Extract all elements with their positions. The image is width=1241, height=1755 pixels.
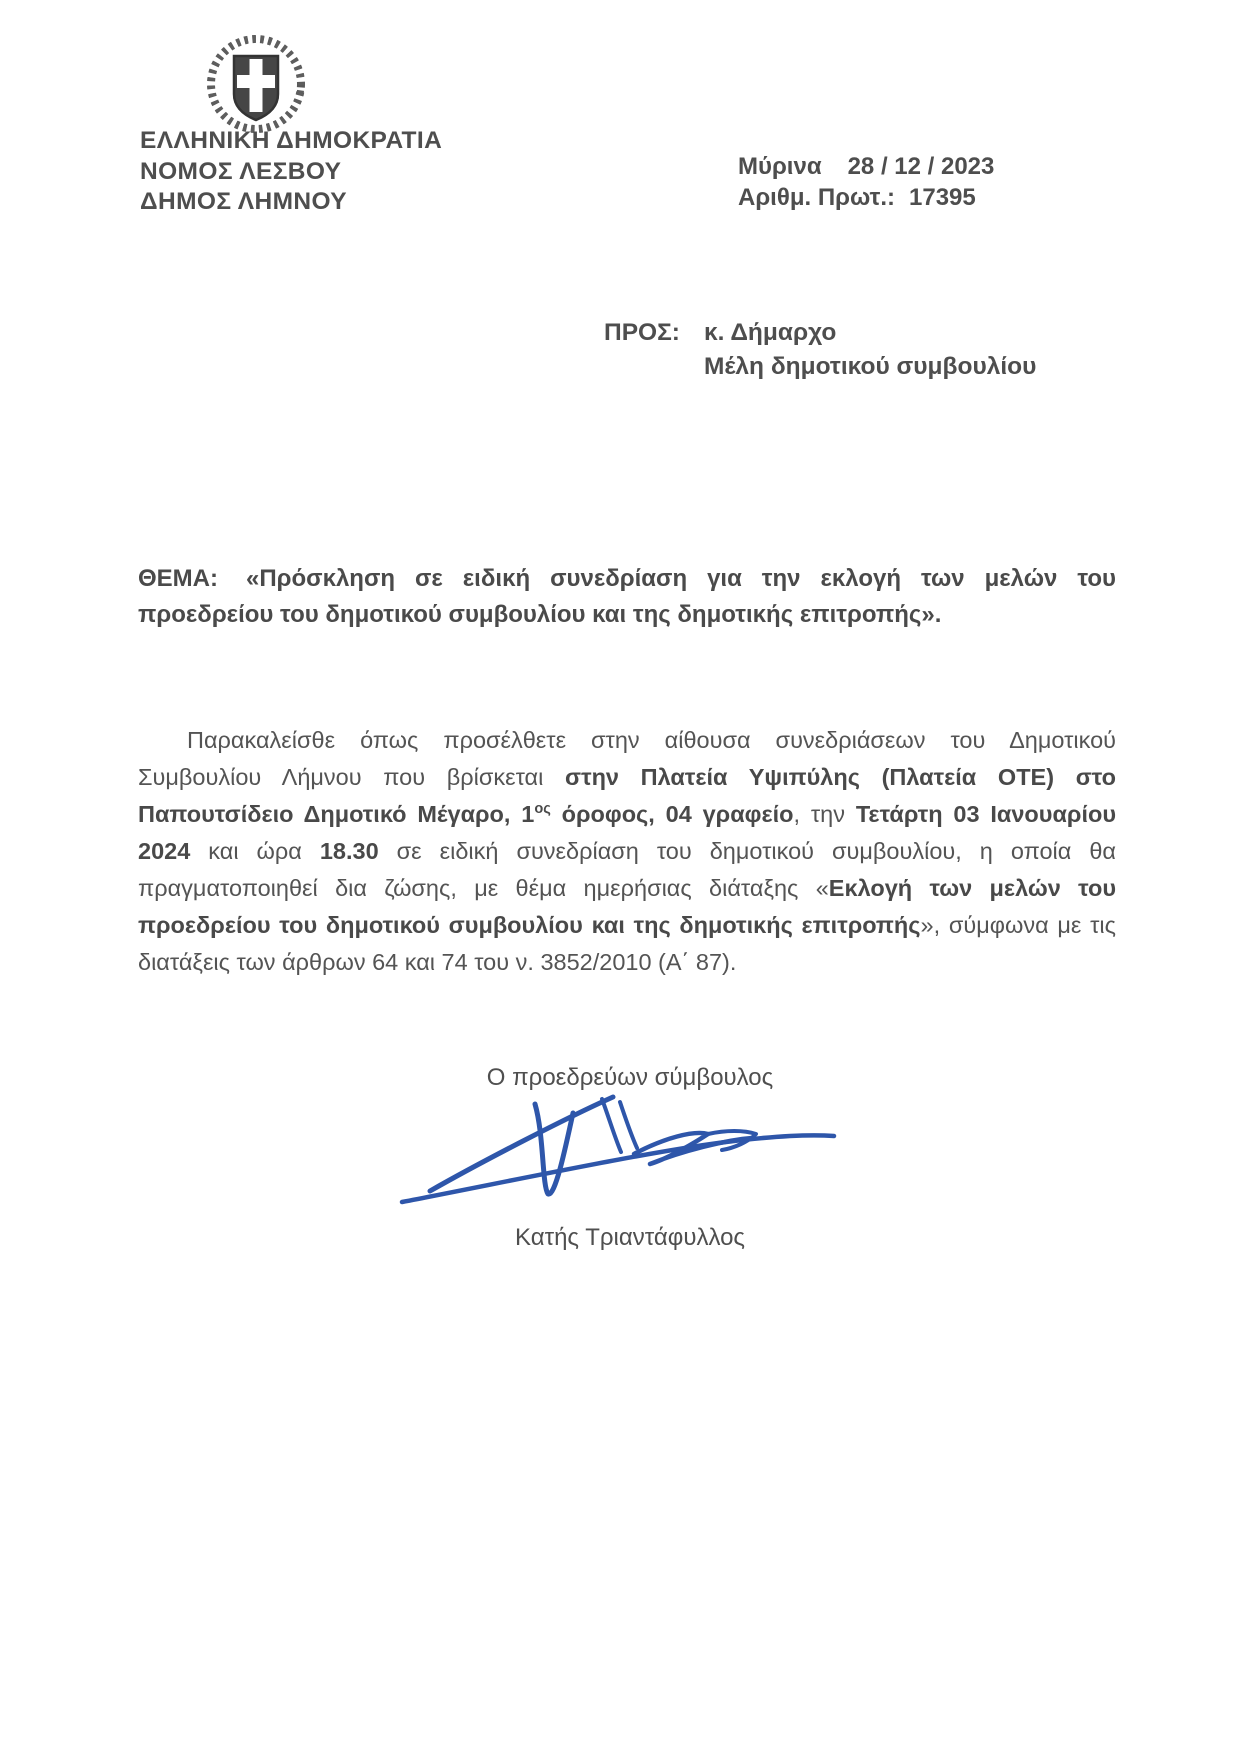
signatory-name: Κατής Τριαντάφυλλος	[515, 1224, 745, 1251]
org-line-republic: ΕΛΛΗΝΙΚΗ ΔΗΜΟΚΡΑΤΙΑ	[140, 127, 443, 154]
recipient-block	[604, 316, 1036, 384]
org-line-prefecture: ΝΟΜΟΣ ΛΕΣΒΟΥ	[140, 157, 342, 185]
org-line-municipality: ΔΗΜΟΣ ΛΗΜΝΟΥ	[140, 188, 348, 215]
protocol-row	[738, 183, 994, 214]
subject-label: ΘΕΜΑ:	[138, 565, 218, 592]
issuing-authority-block	[140, 126, 442, 218]
protocol-label: Αριθμ. Πρωτ.:	[738, 183, 895, 211]
date-value: 28 / 12 / 2023	[847, 153, 995, 180]
body-paragraph: Παρακαλείσθε όπως προσέλθετε στην αίθουσα συνεδριάσεων του Δημοτικού Συμβουλίου Λήμνου που βρίσκεται στην Πλατεία Υψιπύλης (Πλατεία ΟΤΕ) στο Παπουτσίδειο Δημοτικό Μέγαρο, $1^{o\varsigma}$ όροφος, 04 γραφείο, την Τετάρτη 03 Ιανουαρίου 2024 και ώρα 18.30 σε ειδική συνεδρίαση του δημοτικού συμβουλίου, η οποία θα πραγματοποιηθεί δια ζώσης, με θέμα ημερήσιας διάταξης «Εκλογή των μελών του προεδρείου του δημοτικού συμβουλίου και της δημοτικής επιτροπής», σύμφωνα με τις διατάξεις των άρθρων 64 και 74 του ν. 3852/2010 (Α΄ 87).	[138, 726, 1117, 975]
place-date-row	[738, 152, 994, 183]
recipient-label: ΠΡΟΣ:	[604, 319, 680, 346]
recipient-lines	[704, 316, 1036, 384]
place-label: Μύρινα	[738, 153, 822, 180]
subject-text: «Πρόσκληση σε ειδική συνεδρίαση για την εκλογή των μελών του προεδρείου του δημοτικού συμβουλίου και της δημοτικής επιτροπής».	[138, 565, 1116, 628]
handwritten-signature-ink	[396, 1090, 844, 1230]
meta-block	[738, 152, 994, 213]
recipient-line-council-members: Μέλη δημοτικού συμβουλίου	[703, 353, 1037, 380]
recipient-line-mayor: κ. Δήμαρχο	[703, 319, 837, 346]
subject-paragraph	[138, 561, 1116, 633]
signatory-title: Ο προεδρεύων σύμβουλος	[486, 1064, 774, 1091]
protocol-number: 17395	[909, 183, 976, 211]
